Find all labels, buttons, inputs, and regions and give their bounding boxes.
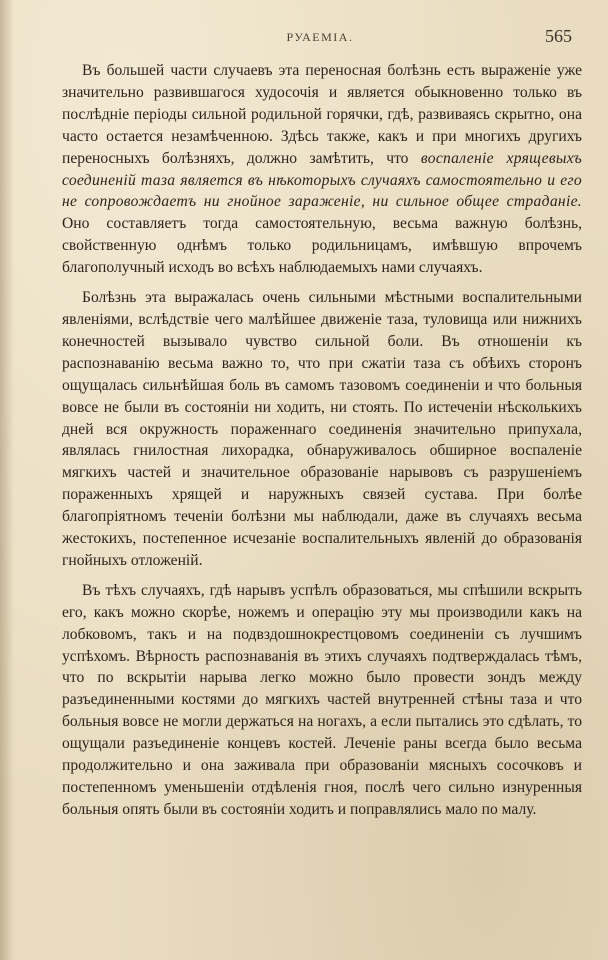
paragraph-1-text-start: Въ большей части случаевъ эта переносная болѣзнь есть выраженіе уже значительно развившагося худосочія и является обыкновенно только въ послѣдніе періоды сильной родильной горячки, гдѣ, развиваясь скрытно, она часто остается незамѣченною. Здѣсь также, какъ и при многихъ другихъ переносныхъ болѣзняхъ, должно замѣтить, что [62, 62, 582, 167]
page-number: 565 [545, 26, 572, 46]
paragraph-1-text-end: Оно составляетъ тогда самостоятельную, весьма важную болѣзнь, свойственную однѣмъ только родильницамъ, имѣвшую впрочемъ благополучный исходъ во всѣхъ наблюдаемыхъ нами случаяхъ. [62, 215, 582, 277]
paragraph-1-emphasis: воспаленіе хрящевыхъ соединеній таза является въ нѣкоторыхъ случаяхъ самостоятельно и его не сопровождаетъ ни гнойное зараженіе, ни сильное общее страданіе. [62, 149, 582, 211]
body-text [62, 60, 582, 829]
paragraph-3: Въ тѣхъ случаяхъ, гдѣ нарывъ успѣлъ образоваться, мы спѣшили вскрыть его, какъ можно скорѣе, ножемъ и операцію эту мы производили какъ на лобковомъ, такъ и на подвздошнокрестцовомъ соединеніи съ лучшимъ успѣхомъ. Вѣрность распознаванія въ этихъ случаяхъ подтверждалась тѣмъ, что по вскрытіи нарыва легко можно было провести зондъ между разъединенными костями до мягкихъ частей внутренней стѣны таза и что больныя вовсе не могли держаться на ногахъ, а если пытались это сдѣлать, то ощущали разъединеніе концевъ костей. Леченіе раны всегда было весьма продолжительно и она заживала при образованіи мясныхъ сосочковъ и постепенномъ уменьшеніи отдѣленія гноя, послѣ чего сильно изнуренныя больныя опять были въ состояніи ходить и поправлялись мало по малу. [62, 581, 582, 818]
paragraph-2: Болѣзнь эта выражалась очень сильными мѣстными воспалительными явленіями, вслѣдствіе чего малѣйшее движеніе таза, туловища или нижнихъ конечностей вызывало чувство сильной боли. Въ отношеніи къ распознаванію весьма важно то, что при сжатіи таза съ обѣихъ сторонъ ощущалась сильнѣйшая боль въ самомъ тазовомъ соединеніи и что больныя вовсе не были въ состояніи ни ходить, ни стоять. По истеченіи нѣсколькихъ дней вся окружность пораженнаго соединенія значительно припухала, являлась гнилостная лихорадка, обнаруживалось обширное воспаленіе мягкихъ частей и значительное образованіе нарывовъ съ разрушеніемъ пораженныхъ хрящей и наружныхъ связей сустава. При болѣе благопріятномъ теченіи болѣзни мы наблюдали, даже въ случаяхъ весьма жестокихъ, постепенное исчезаніе воспалительныхъ явленій до образованія гнойныхъ отложеній. [62, 289, 582, 569]
running-head: РУАЕМІА. [286, 30, 354, 44]
paragraph-1 [62, 60, 582, 279]
page-header [62, 26, 578, 50]
